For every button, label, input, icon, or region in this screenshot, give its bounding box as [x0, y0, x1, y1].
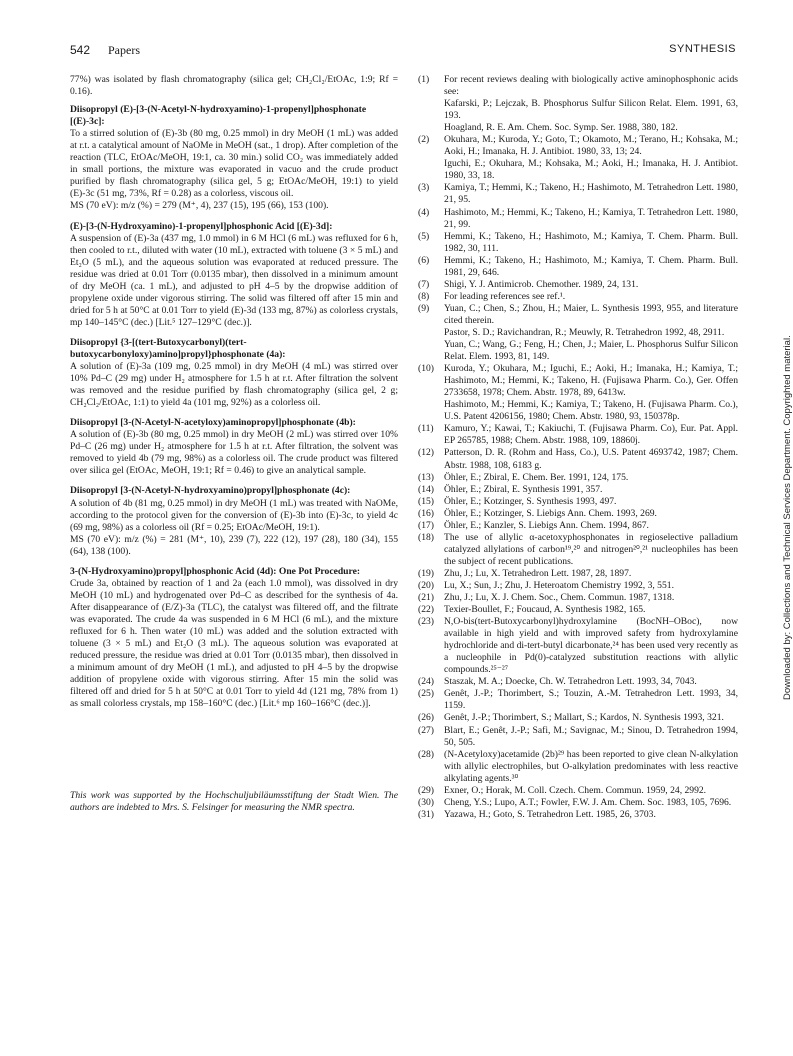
reference-citation: Hashimoto, M.; Hemmi, K.; Takeno, H.; Kamiya, T. Tetrahedron Lett. 1980, 21, 99. — [444, 206, 738, 230]
reference-item — [418, 725, 738, 749]
reference-citation: Genêt, J.-P.; Thorimbert, S.; Mallart, S.; Kardos, N. Synthesis 1993, 321. — [444, 712, 724, 724]
reference-number: (20) — [418, 579, 434, 591]
reference-number: (24) — [418, 676, 434, 688]
reference-number: (13) — [418, 471, 434, 483]
reference-citation: (N-Acetyloxy)acetamide (2b)²⁹ has been reported to give clean N-alkylation with allylic electrophiles, but O-alkylation predominates with less reactive alkylating agents.³⁰ — [444, 748, 738, 784]
reference-number: (8) — [418, 290, 430, 302]
acknowledgement: This work was supported by the Hochschuljubiläumsstiftung der Stadt Wien. The authors are indebted to Mrs. S. Felsinger for measuring the NMR spectra. — [70, 790, 398, 814]
reference-item — [418, 496, 738, 508]
reference-number: (1) — [418, 74, 430, 85]
reference-number: (25) — [418, 688, 434, 700]
reference-citation: Pastor, S. D.; Ravichandran, R.; Meuwly, R. Tetrahedron 1992, 48, 2911. — [444, 326, 725, 338]
reference-number: (21) — [418, 592, 434, 604]
reference-number: (5) — [418, 230, 430, 242]
reference-item — [418, 604, 738, 616]
reference-citation: Hemmi, K.; Takeno, H.; Hashimoto, M.; Kamiya, T. Chem. Pharm. Bull. 1981, 29, 646. — [444, 254, 738, 278]
reference-number: (27) — [418, 724, 434, 736]
experimental-paragraph: MS (70 eV): m/z (%) = 281 (M⁺, 10), 239 (7), 222 (12), 197 (28), 180 (34), 155 (64), 138 (100). — [70, 533, 398, 557]
reference-citation: Zhu, J.; Lu, X. J. Chem. Soc., Chem. Commun. 1987, 1318. — [444, 592, 675, 604]
reference-citation: Patterson, D. R. (Rohm and Hass, Co.), U.S. Patent 4693742, 1987; Chem. Abstr. 1988, 108, 6183 g. — [444, 447, 738, 471]
compound-heading: 3-(N-Hydroxyamino)propyl]phosphonic Acid (4d): One Pot Procedure: — [70, 565, 361, 577]
reference-citation: Okuhara, M.; Kuroda, Y.; Goto, T.; Okamoto, M.; Terano, H.; Kohsaka, M.; Aoki, H.; Imanaka, H. J. Antibiot. 1980, 33, 13; 24. — [444, 134, 738, 158]
reference-citation: Zhu, J.; Lu, X. Tetrahedron Lett. 1987, 28, 1897. — [444, 567, 632, 579]
reference-citation: Hoagland, R. E. Am. Chem. Soc. Symp. Ser. 1988, 380, 182. — [444, 122, 678, 134]
reference-citation: Yuan, C.; Chen, S.; Zhou, H.; Maier, L. Synthesis 1993, 955, and literature cited therein. — [444, 302, 738, 326]
reference-number: (3) — [418, 182, 430, 194]
reference-item — [418, 363, 738, 423]
experimental-paragraph: Crude 3a, obtained by reaction of 1 and 2a (each 1.0 mmol), was dissolved in dry MeOH (10 mL) and hydrogenated over Pd–C as described for the synthesis of 4a. After disappearance of (E/Z)-3a (TLC), the catalyst was filtered off, and the filtrate was evaporated. The crude 4a was suspended in 6 M HCl (6 mL), and the mixture refluxed for 6 h. Then water (10 mL) was added and the solution extracted with toluene (3 × 5 mL) and Et₂O (3 mL). The aqueous solution was evaporated at reduced pressure, the residue was dried at 0.01 Torr (0.0135 mbar), then dissolved in a minimum amount of dry MeOH (1 mL), and adjusted to pH 4–5 by the dropwise addition of propylene oxide with vigorous stirring. After 15 min the solid was filtered off and dried for 5 h at 50°C at 0.01 Torr to yield 4d (121 mg, 78% from 1) as small colorless crystals, mp 158–160°C (dec.) [Lit.⁶ mp 160–166°C (dec.)]. — [70, 577, 398, 710]
reference-number: (23) — [418, 616, 434, 628]
reference-number: (14) — [418, 483, 434, 495]
reference-citation: Kamuro, Y.; Kawai, T.; Kakiuchi, T. (Fujisawa Pharm. Co), Eur. Pat. Appl. EP 265785, 1988; Chem. Abstr. 1988, 109, 18860j. — [444, 423, 738, 447]
reference-citation: Genêt, J.-P.; Thorimbert, S.; Touzin, A.-M. Tetrahedron Lett. 1993, 34, 1159. — [444, 688, 738, 712]
reference-number: (29) — [418, 784, 434, 796]
reference-citation: Lu, X.; Sun, J.; Zhu, J. Heteroatom Chemistry 1992, 3, 551. — [444, 579, 674, 591]
reference-item — [418, 484, 738, 496]
reference-item — [418, 303, 738, 363]
reference-citation: N,O-bis(tert-Butoxycarbonyl)hydroxylamine (BocNH–OBoc), now available in high yield and with improved safety from hydroxylamine hydrochloride and di-tert-butyl dicarbonate,²⁴ has been used very recently as a nucleophile in Pd(0)-catalyzed substitution reactions with allylic compounds.²⁵⁻²⁷ — [444, 616, 738, 676]
reference-citation: Blart, E.; Genêt, J.-P.; Safi, M.; Savignac, M.; Sinou, D. Tetrahedron 1994, 50, 505. — [444, 724, 738, 748]
reference-item — [418, 785, 738, 797]
reference-item — [418, 580, 738, 592]
experimental-paragraph: To a stirred solution of (E)-3b (80 mg, 0.25 mmol) in dry MeOH (1 mL) was added at r.t. a catalytical amount of NaOMe in MeOH (sat., 1 drop). After completion of the reaction (TLC, EtOAc/MeOH, 19:1, ca. 30 min.) solid CO₂ was immediately added in small portions, the mixture was evaporated in vacuo and the crude product purified by flash chromatography (silica gel, 5 g; EtOAc/MeOH, 19:1) to yield (E)-3c (51 mg, 73%, Rf = 0.28) as a colorless, viscous oil. — [70, 128, 398, 200]
reference-item — [418, 447, 738, 471]
experimental-paragraph: A solution of (E)-3b (80 mg, 0.25 mmol) in dry MeOH (2 mL) was stirred over 10% Pd–C (26 mg) under H₂ atmosphere for 1.5 h at r.t. After filtration, the solvent was removed to yield 4b (79 mg, 98%) as a colorless oil. The crude product was filtered over silica gel (EtOAc, MeOH, 19:1; Rf = 0.46) to give an analytical sample. — [70, 429, 398, 477]
reference-item — [418, 520, 738, 532]
reference-number: (2) — [418, 134, 430, 146]
reference-number: (12) — [418, 447, 434, 459]
reference-number: (15) — [418, 495, 434, 507]
reference-item — [418, 291, 738, 303]
reference-item — [418, 472, 738, 484]
reference-item — [418, 568, 738, 580]
reference-item — [418, 279, 738, 291]
reference-citation: Öhler, E.; Zbiral, E. Chem. Ber. 1991, 124, 175. — [444, 471, 629, 483]
reference-citation: Hemmi, K.; Takeno, H.; Hashimoto, M.; Kamiya, T. Chem. Pharm. Bull. 1982, 30, 111. — [444, 230, 738, 254]
reference-item — [418, 809, 738, 821]
experimental-paragraph: A solution of 4b (81 mg, 0.25 mmol) in dry MeOH (1 mL) was treated with NaOMe, according to the protocol given for the conversion of (E)-3b into (E)-3c, to yield 4c (69 mg, 98%) as a colorless oil (Rf = 0.25; EtOAc/MeOH, 19:1). — [70, 497, 398, 533]
compound-heading: Diisopropyl (E)-[3-(N-Acetyl-N-hydroxyamino)-1-propenyl]phosphonate [(E)-3c]: — [70, 104, 367, 128]
reference-number: (19) — [418, 567, 434, 579]
reference-citation: Öhler, E.; Kotzinger, S. Liebigs Ann. Chem. 1993, 269. — [444, 507, 657, 519]
reference-item — [418, 712, 738, 724]
experimental-paragraph: A solution of (E)-3a (109 mg, 0.25 mmol) in dry MeOH (4 mL) was stirred over 10% Pd–C (29 mg) under H₂ atmosphere for 1.5 h at r.t. After filtration the solvent was removed and the residue purified by flash chromatography (silica gel, 2 g; CH₂Cl₂/EtOAc, 1:1) to yield 4a (101 mg, 92%) as a colorless oil. — [70, 361, 398, 409]
reference-item — [418, 508, 738, 520]
page-number: 542 — [70, 43, 91, 57]
reference-citation: Öhler, E.; Kanzler, S. Liebigs Ann. Chem. 1994, 867. — [444, 519, 649, 531]
reference-number: (7) — [418, 278, 430, 290]
reference-item — [418, 749, 738, 785]
reference-number: (10) — [418, 363, 434, 375]
reference-number: (26) — [418, 712, 434, 724]
reference-number: (28) — [418, 748, 434, 760]
reference-number: (31) — [418, 808, 434, 820]
reference-item — [418, 74, 738, 134]
reference-item — [418, 532, 738, 568]
experimental-paragraph: MS (70 eV): m/z (%) = 279 (M⁺, 4), 237 (15), 195 (66), 153 (100). — [70, 200, 329, 212]
page-header — [70, 43, 736, 59]
experimental-column — [70, 74, 398, 814]
reference-citation: Öhler, E.; Kotzinger, S. Synthesis 1993, 497. — [444, 495, 617, 507]
reference-item — [418, 207, 738, 231]
reference-citation: Iguchi, E.; Okuhara, M.; Kohsaka, M.; Aoki, H.; Imanaka, H. J. Antibiot. 1980, 33, 18. — [444, 158, 738, 182]
reference-number: (6) — [418, 254, 430, 266]
reference-citation: The use of allylic α-acetoxyphosphonates in regioselective palladium catalyzed allylations of carbon¹⁹,²⁰ and nitrogen²⁰,²¹ nucleophiles has been the subject of recent publications. — [444, 531, 738, 567]
reference-item — [418, 231, 738, 255]
compound-heading: Diisopropyl [3-(N-Acetyl-N-acetyloxy)aminopropyl]phosphonate (4b): — [70, 417, 356, 429]
download-notice: Downloaded by: Collections and Technical Services Department. Copyrighted material. — [782, 335, 793, 700]
reference-citation: Kafarski, P.; Lejczak, B. Phosphorus Sulfur Silicon Relat. Elem. 1991, 63, 193. — [444, 98, 738, 122]
reference-item — [418, 255, 738, 279]
reference-number: (17) — [418, 519, 434, 531]
reference-citation: Staszak, M. A.; Doecke, Ch. W. Tetrahedron Lett. 1993, 34, 7043. — [444, 676, 697, 688]
reference-item — [418, 182, 738, 206]
reference-citation: Exner, O.; Horak, M. Coll. Czech. Chem. Commun. 1959, 24, 2992. — [444, 784, 707, 796]
reference-citation: For leading references see ref.¹. — [444, 290, 566, 302]
reference-item — [418, 688, 738, 712]
journal-name: SYNTHESIS — [669, 43, 736, 55]
reference-citation: Kamiya, T.; Hemmi, K.; Takeno, H.; Hashimoto, M. Tetrahedron Lett. 1980, 21, 95. — [444, 182, 738, 206]
reference-number: (4) — [418, 206, 430, 218]
experimental-paragraph: 77%) was isolated by flash chromatography (silica gel; CH₂Cl₂/EtOAc, 1:9; Rf = 0.16). — [70, 74, 398, 98]
reference-number: (16) — [418, 507, 434, 519]
reference-citation: Cheng, Y.S.; Lupo, A.T.; Fowler, F.W. J. Am. Chem. Soc. 1983, 105, 7696. — [444, 796, 732, 808]
reference-number: (22) — [418, 604, 434, 616]
reference-citation: For recent reviews dealing with biologically active aminophosphonic acids see: — [444, 74, 738, 98]
compound-heading: Diisopropyl {3-[(tert-Butoxycarbonyl)(tert-butoxycarbonyloxy)amino]propyl}phosphonate (4a): — [70, 336, 286, 360]
reference-item — [418, 616, 738, 676]
reference-item — [418, 592, 738, 604]
reference-number: (30) — [418, 796, 434, 808]
reference-number: (11) — [418, 423, 434, 435]
compound-heading: Diisopropyl [3-(N-Acetyl-N-hydroxyamino)propyl]phosphonate (4c): — [70, 485, 351, 497]
reference-item — [418, 423, 738, 447]
reference-citation: Kuroda, Y.; Okuhara, M.; Iguchi, E.; Aoki, H.; Imanaka, H.; Kamiya, T.; Hashimoto, M.; Hemmi, K.; Takeno, H. (Fujisawa Pharm. Co.), Ger. Offen 2733658, 1978; Chem. Abstr. 1978, 89, 6413w. — [444, 363, 738, 399]
reference-number: (18) — [418, 531, 434, 543]
reference-item — [418, 676, 738, 688]
reference-number: (9) — [418, 302, 430, 314]
reference-citation: Yazawa, H.; Goto, S. Tetrahedron Lett. 1985, 26, 3703. — [444, 808, 656, 820]
reference-citation: Öhler, E.; Zbiral, E. Synthesis 1991, 357. — [444, 483, 603, 495]
reference-citation: Yuan, C.; Wang, G.; Feng, H.; Chen, J.; Maier, L. Phosphorus Sulfur Silicon Relat. Elem. 1993, 81, 149. — [444, 339, 738, 363]
references-column — [418, 74, 738, 821]
reference-item — [418, 797, 738, 809]
reference-citation: Texier-Boullet, F.; Foucaud, A. Synthesis 1982, 165. — [444, 604, 646, 616]
experimental-paragraph: A suspension of (E)-3a (437 mg, 1.0 mmol) in 6 M HCl (6 mL) was refluxed for 6 h, then cooled to r.t., diluted with water (10 mL), extracted with toluene (3 × 5 mL) and Et₂O (5 mL), and the aqueous solution was evaporated at reduced pressure. The residue was dried at 0.01 Torr (0.0135 mbar), then dissolved in a minimum amount of dry MeOH (ca. 1 mL), and adjusted to pH 4–5 by the dropwise addition of propylene oxide under vigorous stirring. The solid was filtered off after 15 min and dried for 5 h at 50°C at 0.01 Torr to yield (E)-3d (133 mg, 87%) as colorless crystals, mp 140–145°C (dec.) [Lit.⁵ 127–129°C (dec.)]. — [70, 232, 398, 328]
section-label: Papers — [108, 43, 140, 57]
reference-citation: Hashimoto, M.; Hemmi, K.; Kamiya, T.; Takeno, H. (Fujisawa Pharm. Co.), U.S. Patent 4206156, 1980; Chem. Abstr. 1980, 93, 150378p. — [444, 399, 738, 423]
reference-citation: Shigi, Y. J. Antimicrob. Chemother. 1989, 24, 131. — [444, 278, 639, 290]
compound-heading: (E)-[3-(N-Hydroxyamino)-1-propenyl]phosphonic Acid [(E)-3d]: — [70, 220, 333, 232]
reference-item — [418, 134, 738, 182]
